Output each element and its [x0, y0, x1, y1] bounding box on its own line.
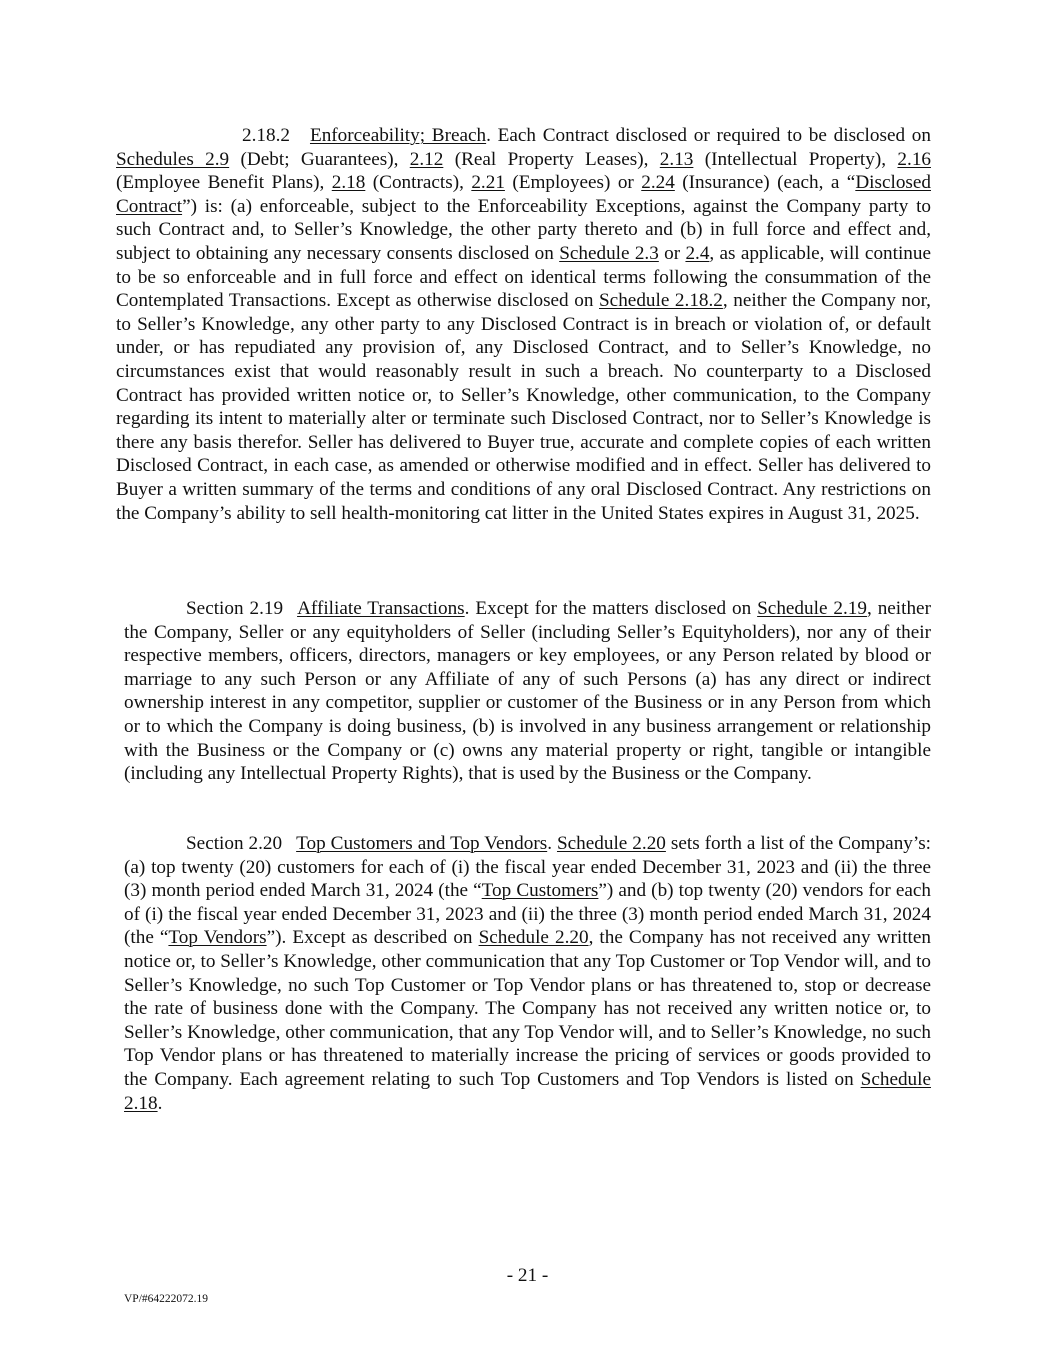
- body-text: .: [157, 1092, 163, 1114]
- body-text: sets forth a list of the Company’s: (a) top twenty (20) customers for each of (i) the fiscal year ended December 31, 2023 and (ii) the three (3) month period ended March 31, 2024 (the “: [124, 833, 932, 902]
- schedule-reference: Schedule 2.3: [559, 242, 659, 264]
- body-text: , neither the Company nor, to Seller’s Knowledge, any other party to any Disclosed Contract is in breach or violation of, or default under, or has repudiated any provision of, any Disclosed Contract, and to Seller’s Knowledge, no circumstances exist that would reasonably result in such a breach. No counterparty to a Disclosed Contract has provided written notice or, to Seller’s Knowledge, other communication, to the Company regarding its intent to materially alter or terminate such Disclosed Contract, nor to Seller’s Knowledge is there any basis therefor. Seller has delivered to Buyer true, accurate and complete copies of each written Disclosed Contract, in each case, as amended or otherwise modified and in effect. Seller has delivered to Buyer a written summary of the terms and conditions of any oral Disclosed Contract. Any restrictions on the Company’s ability to sell health-monitoring cat litter in the United States expires in August 31, 2025.: [116, 290, 931, 524]
- document-id: VP/#64222072.19: [124, 1293, 209, 1305]
- schedule-reference: 2.13: [659, 148, 694, 170]
- schedule-reference: 2.16: [897, 148, 931, 170]
- body-text: (Employee Benefit Plans),: [116, 172, 332, 194]
- body-text: . Except for the matters disclosed on: [464, 598, 758, 619]
- body-text: , neither the Company, Seller or any equityholders of Seller (including Seller’s Equityholders), nor any of their respective members, officers, directors, managers or key employees, or any Person related by blood or marriage to any such Person or any Affiliate of any of such Persons (a) has any direct or indirect ownership interest in any competitor, supplier or customer of the Business or in any Person from which or to which the Company is doing business, (b) is involved in any business arrangement or relationship with the Business or the Company or (c) owns any material property or right, tangible or intangible (including any Intellectual Property Rights), that is used by the Business or the Company.: [124, 598, 931, 785]
- body-text: , as applicable, will continue to be so enforceable and in full force and effect on identical terms following the consummation of the Contemplated Transactions. Except as otherwise disclosed on: [116, 242, 931, 312]
- section-title: Affiliate Transactions: [297, 598, 465, 619]
- body-text: (Real Property Leases),: [443, 148, 660, 170]
- section-title: Enforceability; Breach: [309, 125, 487, 146]
- schedule-reference: Schedule 2.18: [124, 1068, 931, 1114]
- schedule-reference: Schedule 2.19: [757, 598, 867, 619]
- section-2-19-paragraph: [124, 597, 931, 786]
- body-text: , the Company has not received any written notice or, to Seller’s Knowledge, other communication that any Top Customer or Top Vendor will, and to Seller’s Knowledge, no such Top Customer or Top Vendor plans or has threatened to, stop or decrease the rate of business done with the Company. The Company has not received any written notice or, to Seller’s Knowledge, other communication, that any Top Vendor will, and to Seller’s Knowledge, no such Top Vendor plans or has threatened to materially increase the pricing of services or goods provided to the Company. Each agreement relating to such Top Customers and Top Vendors is listed on: [124, 927, 931, 1090]
- body-text: ”). Except as described on: [266, 927, 479, 949]
- schedule-reference: Schedules 2.9: [116, 148, 230, 170]
- schedule-reference: Schedule 2.18.2: [599, 290, 723, 312]
- body-text: (Insurance) (each, a “: [674, 172, 856, 194]
- section-number: 2.18.2: [242, 125, 290, 146]
- body-text: (Employees) or: [504, 172, 642, 194]
- section-2-18-2-paragraph: [116, 124, 931, 525]
- defined-term: Top Customers: [481, 880, 599, 902]
- body-text: . Each Contract disclosed or required to be disclosed on: [486, 125, 931, 146]
- body-text: ”) and (b) top twenty (20) vendors for each of (i) the fiscal year ended December 31, 2023 and (ii) the three (3) month period ended March 31, 2024 (the “: [124, 880, 931, 949]
- body-text: (Contracts),: [365, 172, 472, 194]
- schedule-reference: Schedule 2.20: [556, 833, 666, 854]
- schedule-reference: 2.24: [641, 172, 675, 194]
- defined-term: Top Vendors: [168, 927, 267, 949]
- schedule-reference: 2.18: [331, 172, 366, 194]
- schedule-reference: Schedule 2.20: [478, 927, 589, 949]
- section-number: Section 2.20: [186, 833, 283, 854]
- defined-term: Disclosed Contract: [116, 172, 931, 217]
- page-number: - 21 -: [506, 1265, 549, 1286]
- body-text: ”) is: (a) enforceable, subject to the Enforceability Exceptions, against the Company party to such Contract and, to Seller’s Knowledge, the other party thereto and (b) in full force and effect and, subject to obtaining any necessary consents disclosed on: [116, 195, 931, 264]
- schedule-reference: 2.12: [409, 148, 444, 170]
- schedule-reference: 2.4: [685, 242, 710, 264]
- schedule-reference: 2.21: [471, 172, 505, 194]
- body-text: (Intellectual Property),: [693, 148, 898, 170]
- body-text: (Debt; Guarantees),: [229, 148, 410, 170]
- section-number: Section 2.19: [186, 598, 284, 619]
- section-2-20-paragraph: [124, 832, 931, 1115]
- body-text: .: [547, 833, 557, 854]
- section-title: Top Customers and Top Vendors: [296, 833, 548, 854]
- body-text: or: [658, 242, 686, 264]
